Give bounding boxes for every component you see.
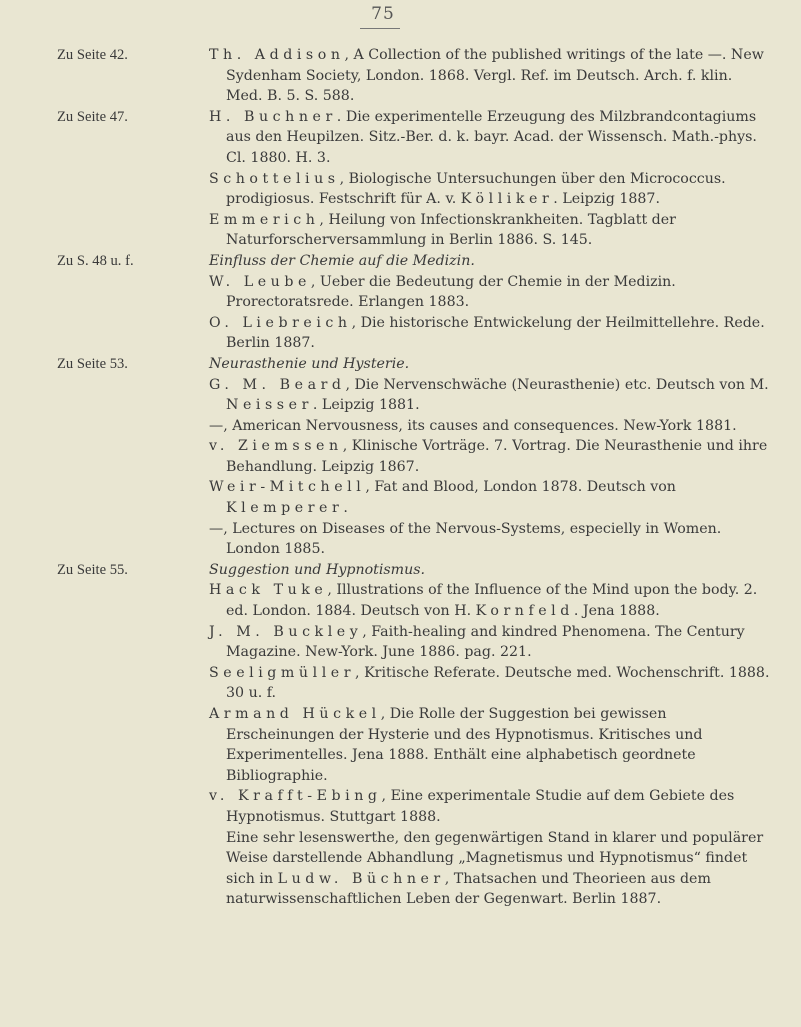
bibliography-entry [209,210,771,251]
bibliography-entry [209,786,771,827]
section-label: Zu Seite 42. [57,47,128,63]
author-name: G. M. Beard [209,376,346,393]
section-label: Zu Seite 55. [57,561,128,578]
author-name: Kölliker [460,191,554,208]
entry-text: , Die Rolle der Suggestion bei gewissen Erscheinungen der Hysterie und des Hypnotismus. Kritisches und Experimentelles. Jena 1888. Enthält eine alphabetisch geordnete Bibliographie. [226,706,703,784]
bibliography-section [0,354,801,560]
bibliography-entry [209,580,771,621]
page-number-rule [360,28,400,29]
entry-text: , Die historische Entwickelung der Heilmittellehre. Rede. Berlin 1887. [226,314,765,352]
bibliography-section [0,45,801,107]
entry-text: . [343,500,348,517]
author-name: Ludw. Büchner [277,870,445,887]
entry-text: , Kritische Referate. Deutsche med. Wochenschrift. 1888. 30 u. f. [226,664,770,702]
entry-text: . Jena 1888. [573,603,660,620]
author-name: Klemperer [226,500,344,517]
entry-text: , Thatsachen und Theorieen aus dem naturwissenschaftlichen Leben der Gegenwart. Berlin 1887. [226,870,711,908]
bibliography [0,45,801,910]
entry-text: , Faith-healing and kindred Phenomena. The Century Magazine. New-York. June 1886. pag. 221. [226,623,745,661]
author-name: Seeligmüller [209,664,356,681]
bibliography-section [0,107,801,251]
entry-text: —, American Nervousness, its causes and consequences. New-York 1881. [209,417,737,434]
entry-text: , Eine experimentale Studie auf dem Gebiete des Hypnotismus. Stuttgart 1888. [226,788,735,825]
section-entries [209,354,771,560]
section-entries [209,107,771,251]
bibliography-entry [209,704,771,786]
section-label: Zu Seite 47. [57,108,128,125]
entry-text: . Leipzig 1881. [312,397,420,414]
entry-text: , Die Nervenschwäche (Neurasthenie) etc. Deutsch von M. [345,376,769,393]
page-number: 75 [371,4,395,24]
author-name: H. Buchner [209,108,337,125]
bibliography-entry [209,107,771,169]
author-name: Weir-Mitchell [209,479,366,496]
entry-text: , Ueber die Bedeutung der Chemie in der Medizin. Prorectoratsrede. Erlangen 1883. [226,273,676,311]
bibliography-entry [209,436,771,477]
bibliography-entry [209,828,771,910]
author-name: v. Ziemssen [209,438,343,455]
author-name: Emmerich [209,211,320,228]
bibliography-entry [209,375,771,416]
entry-text: , A Collection of the published writings of the late —. New Sydenham Society, London. 1868. Vergl. Ref. im Deutsch. Arch. f. klin. Med. B. 5. S. 588. [226,47,764,105]
section-label: Zu Seite 53. [57,355,128,372]
bibliography-entry [209,416,771,437]
entry-text: Eine sehr lesenswerthe, den gegenwärtigen Stand in klarer und populärer Weise darstellende Abhandlung „Magnetismus und Hypnotismus“ findet sich in [226,829,764,887]
bibliography-entry [209,272,771,313]
bibliography-entry [209,45,771,107]
author-name: v. Krafft-Ebing [209,788,382,805]
author-name: Th. Addison [209,47,345,63]
section-heading: Suggestion und Hypnotismus. [209,561,426,578]
section-entries [209,560,771,910]
entry-text: , Biologische Untersuchungen über den Micrococcus. prodigiosus. Festschrift für A. v. [226,170,726,208]
bibliography-entry [209,622,771,663]
entry-text: , Illustrations of the Influence of the Mind upon the body. 2. ed. London. 1884. Deutsch von H. [226,582,758,620]
author-name: Kornfeld [475,603,574,620]
entry-text: , Fat and Blood, London 1878. Deutsch von [365,479,676,496]
section-entries [209,45,771,107]
bibliography-section [0,251,801,354]
author-name: Schottelius [209,170,340,187]
bibliography-entry [209,477,771,518]
bibliography-entry [209,313,771,354]
section-label: Zu S. 48 u. f. [57,252,134,269]
author-name: W. Leube [209,273,311,290]
author-name: Hack Tuke [209,582,328,599]
section-heading: Einfluss der Chemie auf die Medizin. [209,252,475,269]
author-name: Armand Hückel [209,706,381,722]
entry-text: —, Lectures on Diseases of the Nervous-Systems, especielly in Women. London 1885. [209,520,722,558]
entry-text: . Leipzig 1887. [553,191,660,208]
bibliography-entry [209,519,771,560]
entry-text: , Heilung von Infectionskrankheiten. Tagblatt der Naturforscherversammlung in Berlin 1886. S. 145. [226,211,676,249]
bibliography-entry [209,663,771,704]
section-heading: Neurasthenie und Hysterie. [209,355,410,372]
author-name: Neisser [226,397,313,414]
entry-text: . Die experimentelle Erzeugung des Milzbrandcontagiums aus den Heupilzen. Sitz.-Ber. d. k. bayr. Acad. der Wissensch. Math.-phys. Cl. 1880. H. 3. [226,108,757,166]
author-name: O. Liebreich [209,314,352,331]
bibliography-entry [209,169,771,210]
author-name: J. M. Buckley [209,623,363,640]
section-entries [209,251,771,354]
bibliography-section [0,560,801,910]
entry-text: , Klinische Vorträge. 7. Vortrag. Die Neurasthenie und ihre Behandlung. Leipzig 1867. [226,438,768,475]
